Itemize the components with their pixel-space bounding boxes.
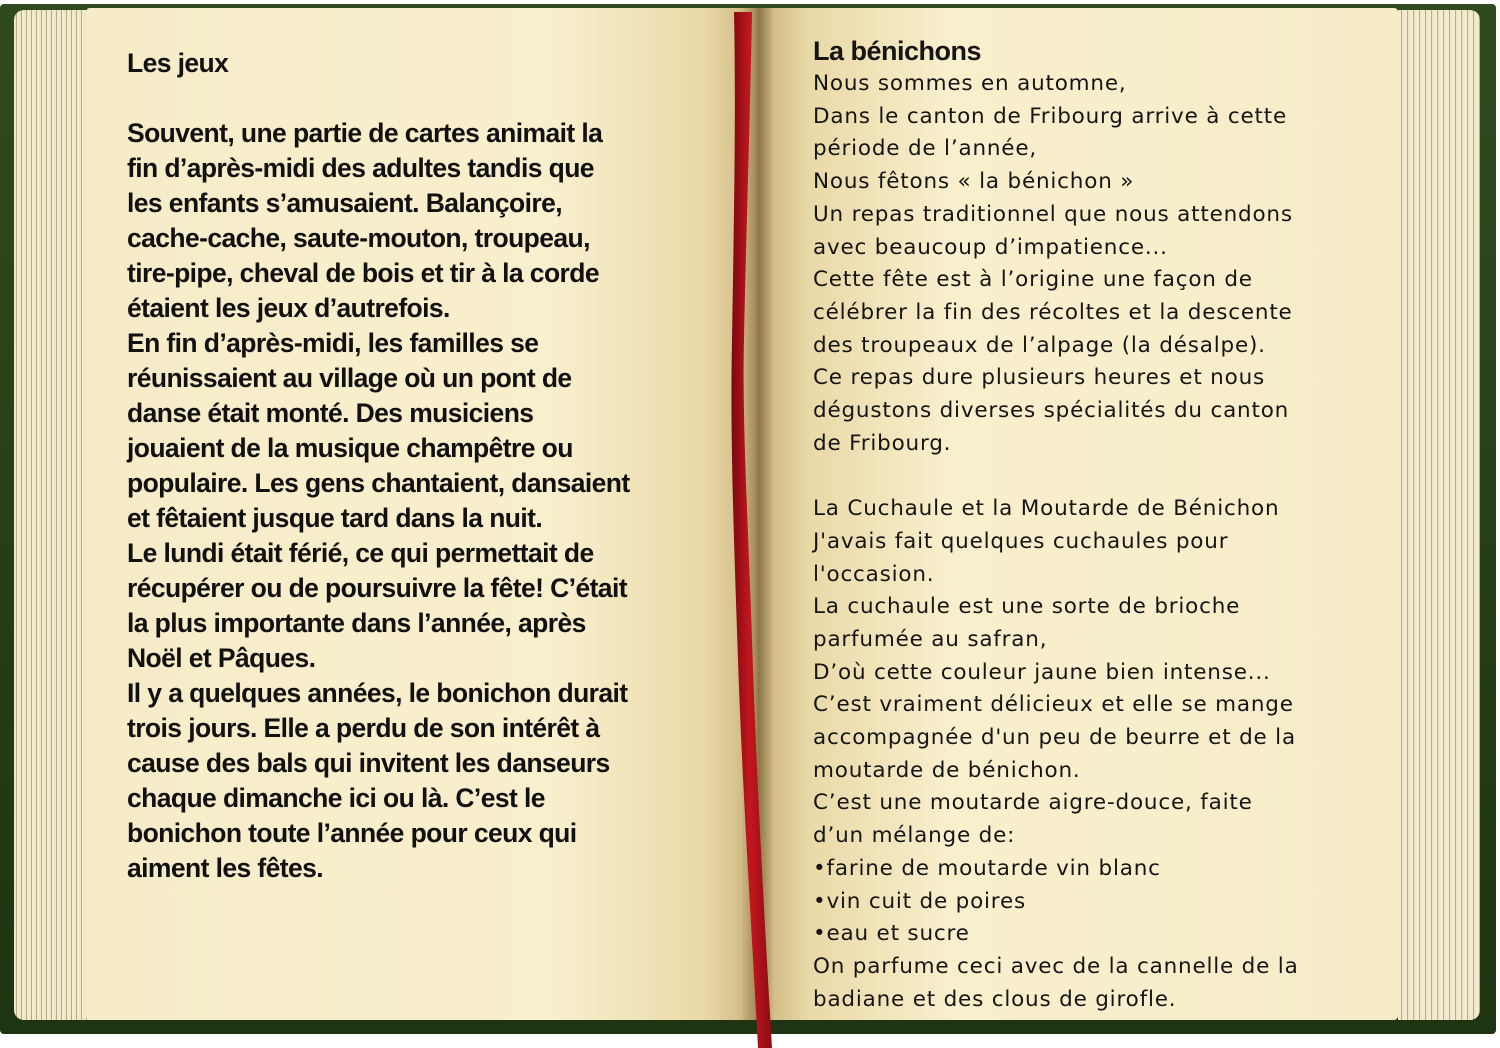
right-page-line: •eau et sucre [813,921,970,947]
right-page-line: moutarde de bénichon. [813,757,1081,783]
right-page-line: des troupeaux de l’alpage (la désalpe). [813,332,1266,358]
right-page-line: d’un mélange de: [813,823,1016,849]
page-edges-right [1398,10,1480,1020]
right-page-line: parfumée au safran, [813,626,1048,652]
left-page-line: Souvent, une partie de cartes animait la [127,118,603,148]
left-page-line: trois jours. Elle a perdu de son intérêt à [127,713,600,743]
right-page-line: dégustons diverses spécialités du canton [813,398,1290,424]
left-page-line: danse était monté. Des musiciens [127,398,534,428]
right-page-line: •farine de moutarde vin blanc [813,855,1161,881]
left-page-line: aiment les fêtes. [127,853,324,883]
right-page-line: de Fribourg. [813,430,952,456]
left-page-line: populaire. Les gens chantaient, dansaient [127,468,630,498]
right-page-line: l'occasion. [813,561,935,587]
left-page-line: jouaient de la musique champêtre ou [127,433,573,463]
left-page-body [127,116,727,886]
right-page-text [813,34,1373,1016]
left-page-line: cause des bals qui invitent les danseurs [127,748,610,778]
left-page-line: cache-cache, saute-mouton, troupeau, [127,223,590,253]
right-page-line: C’est vraiment délicieux et elle se mange [813,692,1294,718]
left-page-line: Il y a quelques années, le bonichon durait [127,678,628,708]
left-page-text [127,46,727,886]
left-page-line: En fin d’après-midi, les familles se [127,328,539,358]
right-page-line: avec beaucoup d’impatience... [813,234,1168,260]
left-page-line: étaient les jeux d’autrefois. [127,293,450,323]
left-page-line: tire-pipe, cheval de bois et tir à la corde [127,258,599,288]
book-gutter [740,8,774,1020]
right-page-line: badiane et des clous de girofle. [813,986,1177,1012]
left-page-line: réunissaient au village où un pont de [127,363,572,393]
left-page-line: les enfants s’amusaient. Balançoire, [127,188,562,218]
left-page-line: bonichon toute l’année pour ceux qui [127,818,577,848]
left-page-line: Noël et Pâques. [127,643,316,673]
right-page-line: accompagnée d'un peu de beurre et de la [813,725,1296,751]
right-page-line: célébrer la fin des récoltes et la descente [813,299,1293,325]
right-page-line: La Cuchaule et la Moutarde de Bénichon [813,496,1280,522]
left-page-title: Les jeux [127,48,229,78]
right-page-line: Ce repas dure plusieurs heures et nous [813,365,1265,391]
right-page-line: J'avais fait quelques cuchaules pour [813,528,1229,554]
right-page-line: Un repas traditionnel que nous attendons [813,201,1293,227]
left-page-line: chaque dimanche ici ou là. C’est le [127,783,545,813]
left-page-line: Le lundi était férié, ce qui permettait de [127,538,594,568]
right-page-line: La cuchaule est une sorte de brioche [813,594,1241,620]
right-page-line: D’où cette couleur jaune bien intense... [813,659,1271,685]
left-page-line: et fêtaient jusque tard dans la nuit. [127,503,543,533]
left-page-line: fin d’après-midi des adultes tandis que [127,153,594,183]
right-page-line: On parfume ceci avec de la cannelle de la [813,953,1299,979]
left-page-line: la plus importante dans l’année, après [127,608,586,638]
left-page-line: récupérer ou de poursuivre la fête! C’était [127,573,627,603]
right-page-line: période de l’année, [813,136,1037,162]
right-page-blank-line [813,460,1373,493]
right-page-line: Dans le canton de Fribourg arrive à cette [813,103,1287,129]
right-page-line: Cette fête est à l’origine une façon de [813,267,1253,293]
right-page-line: C’est une moutarde aigre-douce, faite [813,790,1253,816]
right-page-body [813,68,1373,1016]
right-page-line: •vin cuit de poires [813,888,1027,914]
page-edges-left [14,10,94,1020]
right-page-title: La bénichons [813,36,982,66]
right-page-line: Nous fêtons « la bénichon » [813,169,1135,195]
right-page-line: Nous sommes en automne, [813,71,1127,96]
